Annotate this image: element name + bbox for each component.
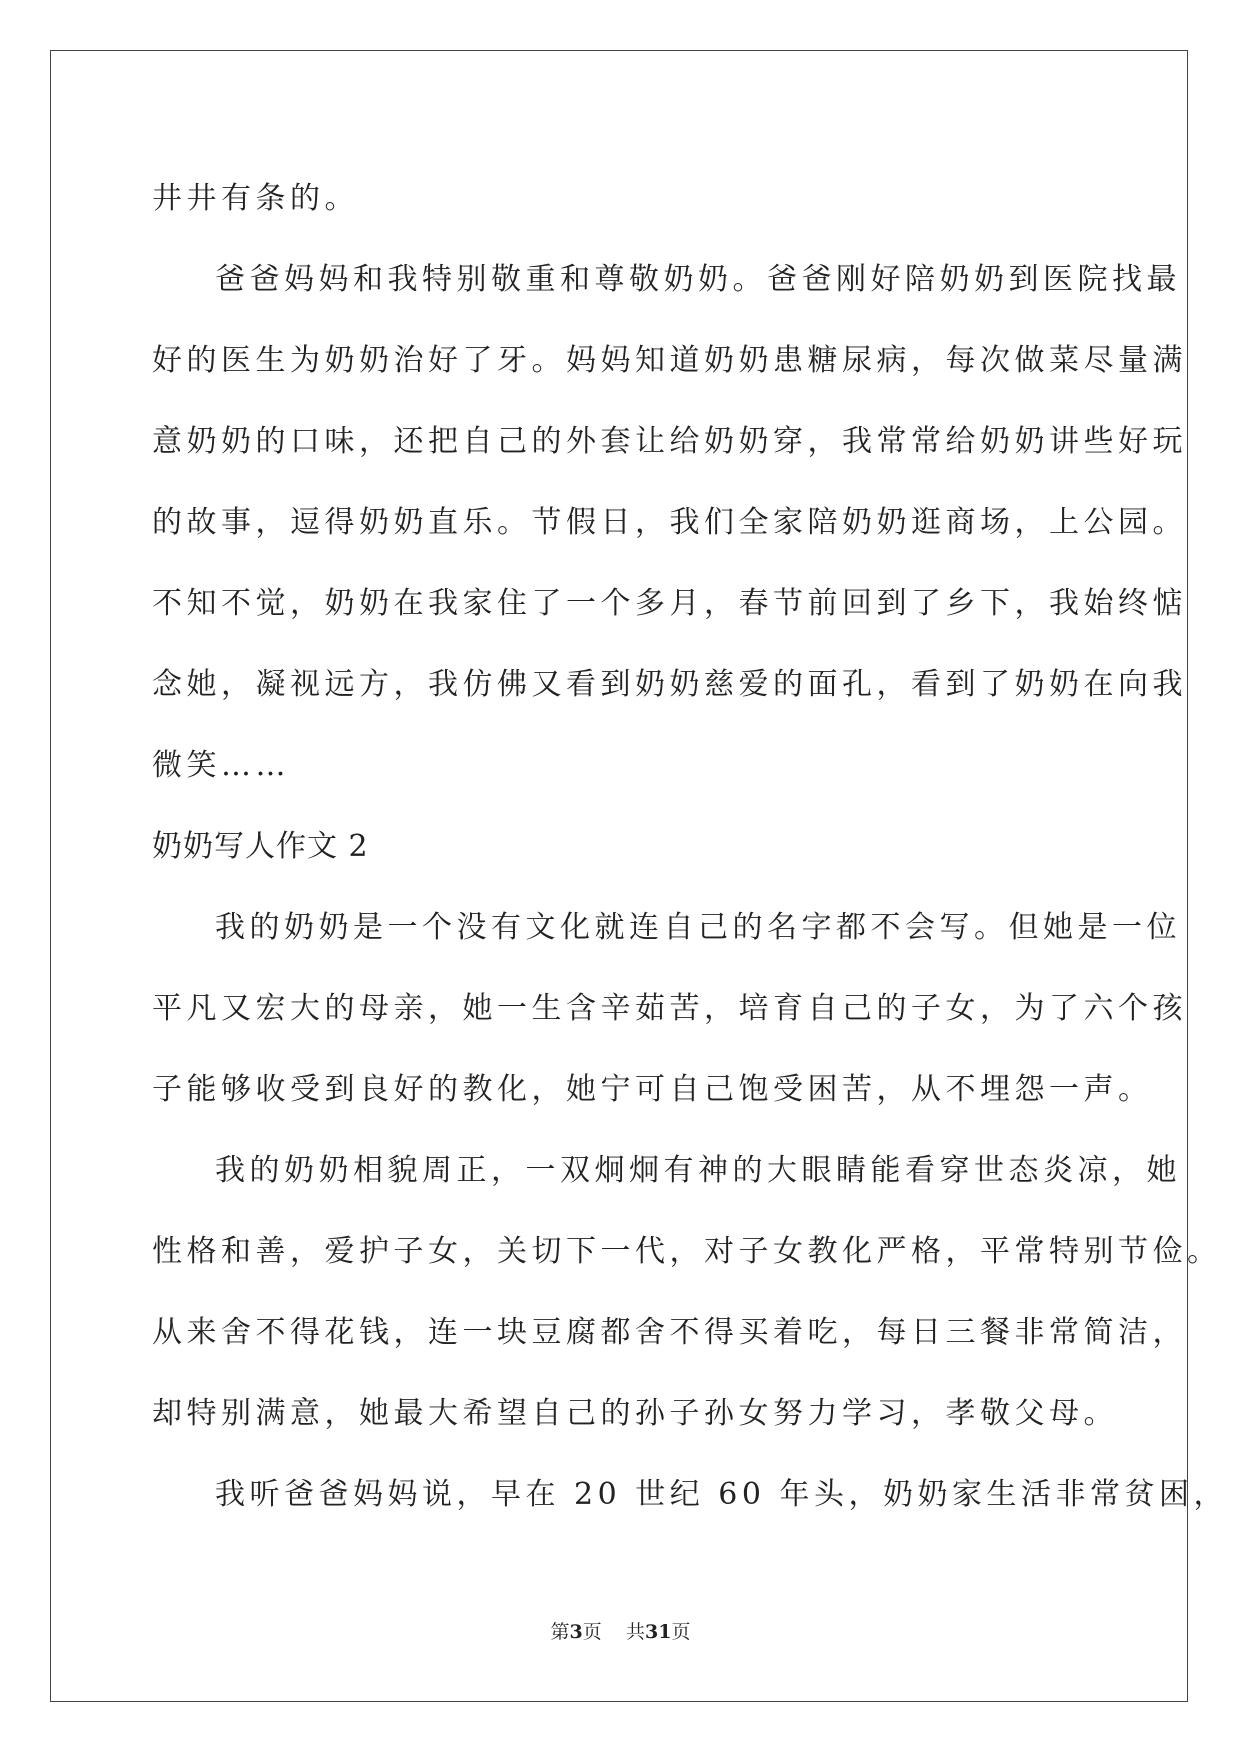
paragraph-first-line: 我的奶奶相貌周正，一双炯炯有神的大眼睛能看穿世态炎凉，她 [215, 1153, 1181, 1188]
text-line: 却特别满意，她最大希望自己的孙子孙女努力学习，孝敬父母。 [152, 1396, 1118, 1431]
text-line: 性格和善，爱护子女，关切下一代，对子女教化严格，平常特别节俭。 [152, 1234, 1222, 1269]
text-line: 从来舍不得花钱，连一块豆腐都舍不得买着吃，每日三餐非常简洁， [152, 1315, 1187, 1350]
paragraph-first-line: 爸爸妈妈和我特别敬重和尊敬奶奶。爸爸刚好陪奶奶到医院找最 [215, 262, 1181, 297]
text-line: 平凡又宏大的母亲，她一生含辛茹苦，培育自己的子女，为了六个孩 [152, 991, 1187, 1026]
text-line: 井井有条的。 [152, 181, 359, 216]
page-suffix: 页 [582, 1621, 602, 1643]
total-prefix: 共 [625, 1621, 645, 1643]
section-heading: 奶奶写人作文 2 [152, 829, 369, 864]
text-line: 微笑…… [152, 748, 290, 783]
footer-separator [602, 1621, 626, 1643]
paragraph-first-line: 我听爸爸妈妈说，早在 20 世纪 60 年头，奶奶家生活非常贫困， [215, 1477, 1228, 1512]
total-suffix: 页 [671, 1621, 691, 1643]
paragraph-first-line: 我的奶奶是一个没有文化就连自己的名字都不会写。但她是一位 [215, 910, 1181, 945]
document-body [152, 158, 1228, 1535]
text-line: 不知不觉，奶奶在我家住了一个多月，春节前回到了乡下，我始终惦 [152, 586, 1187, 621]
text-line: 念她，凝视远方，我仿佛又看到奶奶慈爱的面孔，看到了奶奶在向我 [152, 667, 1187, 702]
text-line: 好的医生为奶奶治好了牙。妈妈知道奶奶患糖尿病，每次做菜尽量满 [152, 343, 1187, 378]
total-pages: 31 [644, 1621, 672, 1643]
text-line: 子能够收受到良好的教化，她宁可自己饱受困苦，从不埋怨一声。 [152, 1072, 1153, 1107]
page-number: 3 [569, 1621, 583, 1643]
text-line: 意奶奶的口味，还把自己的外套让给奶奶穿，我常常给奶奶讲些好玩 [152, 424, 1187, 459]
page-footer [0, 1620, 1241, 1644]
page-prefix: 第 [550, 1621, 570, 1643]
text-line: 的故事，逗得奶奶直乐。节假日，我们全家陪奶奶逛商场，上公园。 [152, 505, 1187, 540]
